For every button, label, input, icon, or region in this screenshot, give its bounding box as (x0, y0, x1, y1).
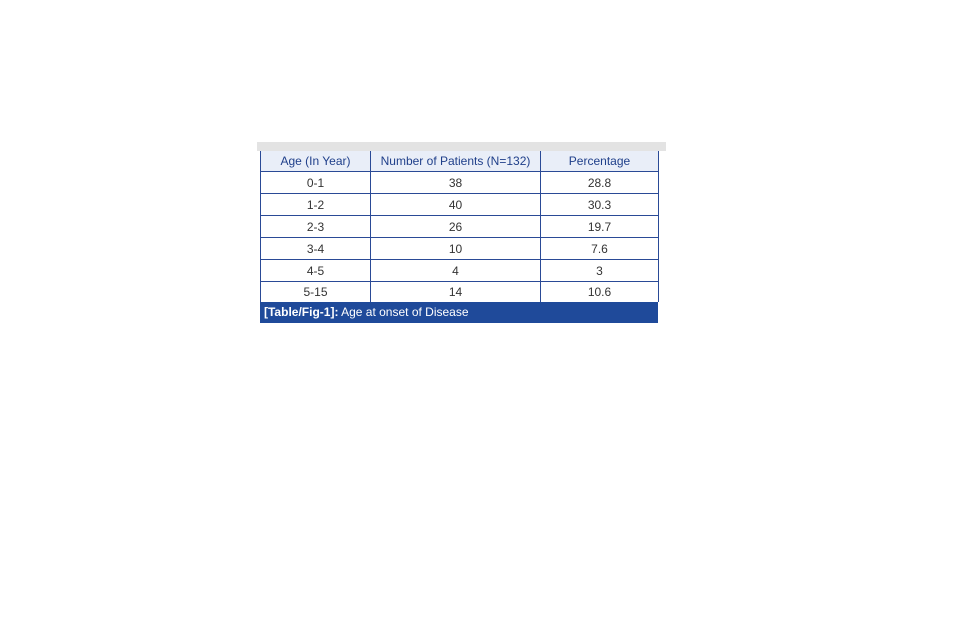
cell-patients: 14 (371, 282, 541, 303)
cell-patients: 38 (371, 172, 541, 194)
cell-age: 4-5 (261, 260, 371, 282)
cell-age: 3-4 (261, 238, 371, 260)
header-age: Age (In Year) (261, 151, 371, 172)
cell-patients: 40 (371, 194, 541, 216)
table-row (261, 172, 659, 194)
table-row (261, 216, 659, 238)
cell-patients: 26 (371, 216, 541, 238)
cell-percentage: 30.3 (541, 194, 659, 216)
cell-percentage: 7.6 (541, 238, 659, 260)
header-percentage: Percentage (541, 151, 659, 172)
cell-percentage: 3 (541, 260, 659, 282)
cell-age: 2-3 (261, 216, 371, 238)
table-row (261, 282, 659, 303)
cell-percentage: 28.8 (541, 172, 659, 194)
age-onset-table (260, 151, 659, 302)
table-header-row (261, 151, 659, 172)
header-patients: Number of Patients (N=132) (371, 151, 541, 172)
cell-percentage: 10.6 (541, 282, 659, 303)
cell-age: 5-15 (261, 282, 371, 303)
table-row (261, 260, 659, 282)
table-caption (260, 302, 658, 323)
table-container (260, 151, 658, 323)
cell-age: 0-1 (261, 172, 371, 194)
cell-percentage: 19.7 (541, 216, 659, 238)
table-row (261, 238, 659, 260)
cell-age: 1-2 (261, 194, 371, 216)
table-row (261, 194, 659, 216)
cell-patients: 4 (371, 260, 541, 282)
top-band (257, 142, 666, 151)
cell-patients: 10 (371, 238, 541, 260)
caption-reference: [Table/Fig-1]: (264, 305, 339, 319)
caption-text: Age at onset of Disease (341, 305, 469, 319)
